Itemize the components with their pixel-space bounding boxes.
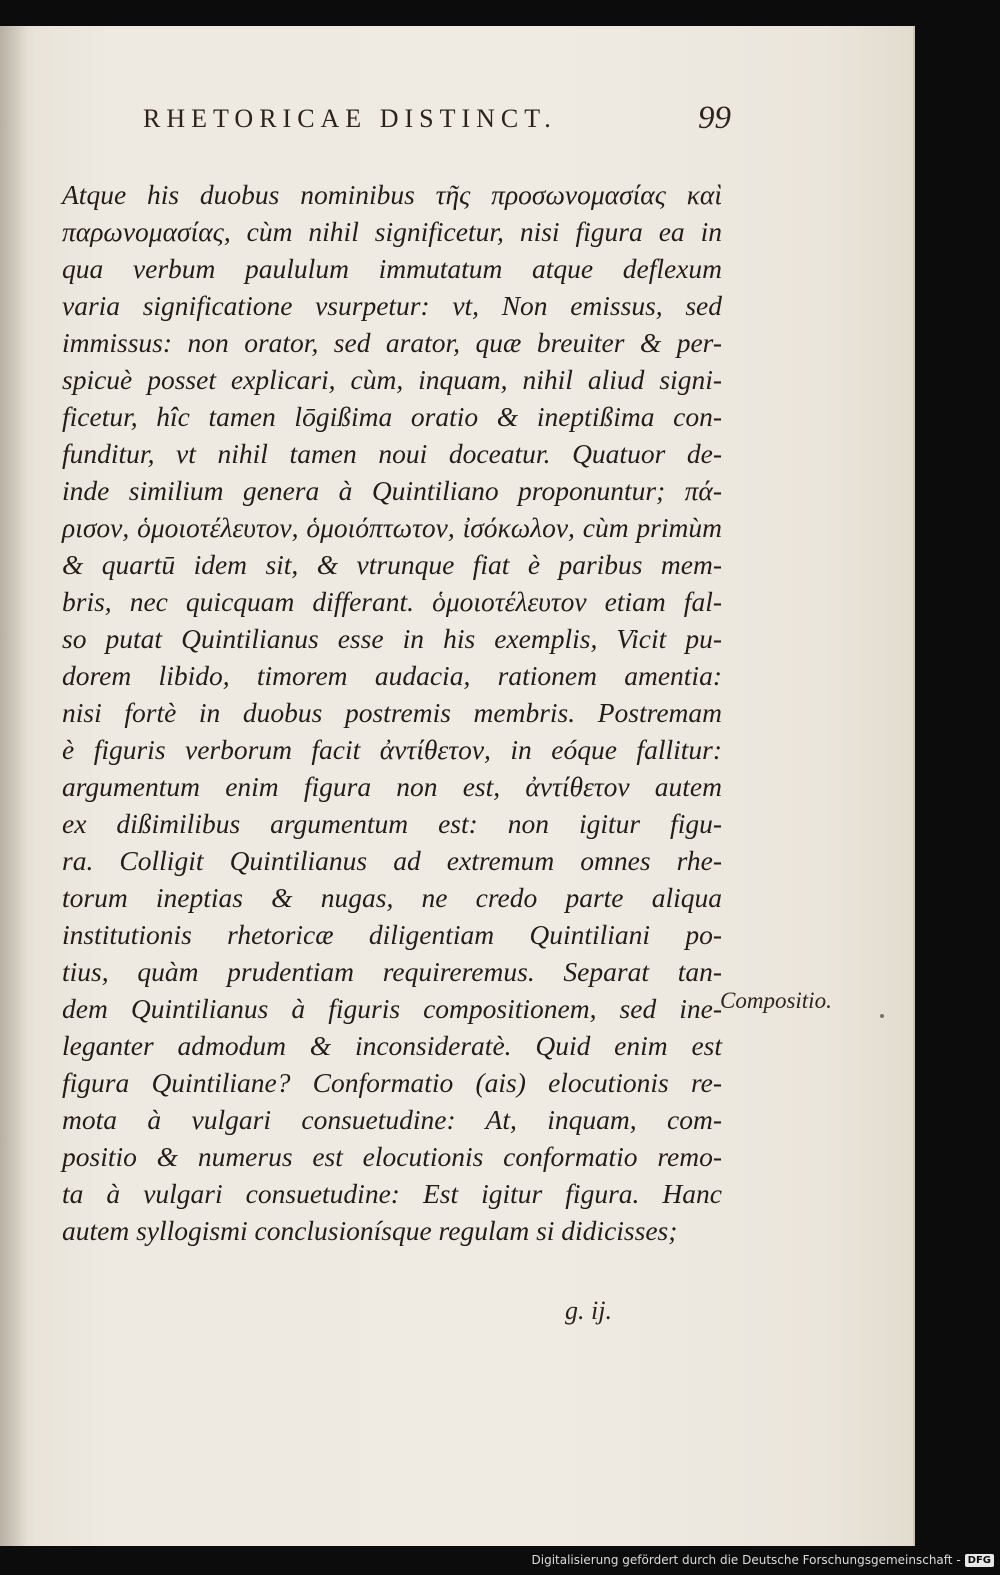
running-head-title: RHETORICAE DISTINCT. [143,104,557,133]
text-line: immissus: non orator, sed arator, quæ breuiter & per- [62,327,722,358]
gutter-shadow [0,26,28,1546]
text-line: positio & numerus est elocutionis conformatio remo- [62,1141,722,1172]
paper-speck [880,1014,884,1018]
text-line: & quartū idem sit, & vtrunque fiat è paribus mem- [62,549,722,580]
text-line: nisi fortè in duobus postremis membris. Postremam [62,697,722,728]
text-line: dorem libido, timorem audacia, rationem amentia: [62,660,722,691]
text-line: funditur, vt nihil tamen noui doceatur. Quatuor de- [62,438,722,469]
text-line: argumentum enim figura non est, ἀντίθετον autem [62,771,722,802]
text-line: mota à vulgari consuetudine: At, inquam, com- [62,1104,722,1135]
text-line: spicuè posset explicari, cùm, inquam, nihil aliud signi- [62,364,722,395]
text-line: ta à vulgari consuetudine: Est igitur figura. Hanc [62,1178,722,1209]
text-line: bris, nec quicquam differant. ὁμοιοτέλευτον etiam fal- [62,586,722,617]
text-line: institutionis rhetoricæ diligentiam Quintiliani po- [62,919,722,950]
digitization-footer [532,1550,995,1570]
text-line: ρισον, ὁμοιοτέλευτον, ὁμοιόπτωτον, ἰσόκωλον, cùm primùm [62,512,722,543]
text-line: Atque his duobus nominibus τῆς προσωνομασίας καὶ [62,179,722,210]
dfg-logo-icon: DFG [965,1554,994,1567]
text-line: qua verbum paululum immutatum atque deflexum [62,253,722,284]
text-line: è figuris verborum facit ἀντίθετον, in eóque fallitur: [62,734,722,765]
text-line: ficetur, hîc tamen lōgißima oratio & ineptißima con- [62,401,722,432]
running-head [143,100,731,144]
text-line: παρωνομασίας, cùm nihil significetur, nisi figura ea in [62,216,722,247]
text-line: varia significatione vsurpetur: vt, Non emissus, sed [62,290,722,321]
text-line: autem syllogismi conclusionísque regulam si didicisses; [62,1215,678,1246]
text-line: figura Quintiliane? Conformatio (ais) elocutionis re- [62,1067,722,1098]
text-line: inde similium genera à Quintiliano proponuntur; πά- [62,475,722,506]
text-line: leganter admodum & inconsideratè. Quid enim est [62,1030,722,1061]
text-line: so putat Quintilianus esse in his exemplis, Vicit pu- [62,623,722,654]
signature-mark: g. ij. [565,1296,612,1325]
body-text [62,176,722,1249]
text-line: tius, quàm prudentiam requireremus. Separat tan- [62,956,722,987]
text-line: torum ineptias & nugas, ne credo parte aliqua [62,882,722,913]
book-page [0,26,915,1546]
text-line: dem Quintilianus à figuris compositionem, sed ine- [62,993,722,1024]
page-number: 99 [698,100,731,136]
text-line: ra. Colligit Quintilianus ad extremum omnes rhe- [62,845,722,876]
text-line: ex dißimilibus argumentum est: non igitur figu- [62,808,722,839]
margin-note: Compositio. [720,988,832,1013]
footer-text: Digitalisierung gefördert durch die Deutsche Forschungsgemeinschaft - [531,1553,961,1567]
